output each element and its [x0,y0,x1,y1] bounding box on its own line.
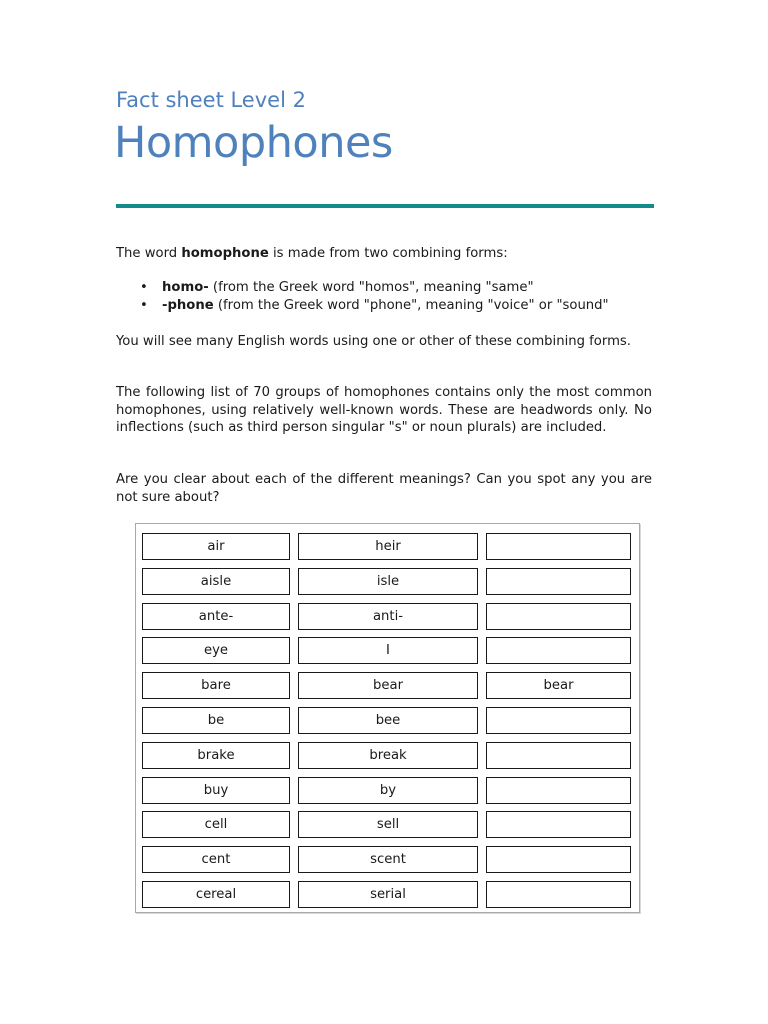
intro-suffix: is made from two combining forms: [268,246,508,261]
table-cell: buy [142,777,290,804]
table-cell [486,707,631,734]
table-cell: brake [142,742,290,769]
combining-forms-list [116,279,652,314]
table-cell: eye [142,637,290,664]
table-cell: heir [298,533,478,560]
paragraph-list-description: The following list of 70 groups of homophones contains only the most common homophones, using relatively well-known words. These are headwords only. No inflections (such as third person singular "s" or noun plurals) are included. [116,385,652,435]
table-cell: bear [486,672,631,699]
page-title: Homophones [114,118,393,168]
table-cell: ante- [142,603,290,630]
title-divider [116,204,654,208]
intro-keyword: homophone [181,246,269,261]
table-cell: cent [142,846,290,873]
table-cell: aisle [142,568,290,595]
table-cell: break [298,742,478,769]
table-cell: serial [298,881,478,908]
table-cell: cell [142,811,290,838]
list-item [116,297,652,315]
table-cell: air [142,533,290,560]
table-cell: scent [298,846,478,873]
table-cell [486,742,631,769]
intro-prefix: The word [116,246,182,261]
table-cell [486,846,631,873]
homophones-table [135,523,640,913]
table-cell: sell [298,811,478,838]
table-cell [486,881,631,908]
combining-form-term: homo- [162,280,209,295]
table-cell [486,811,631,838]
table-cell: bee [298,707,478,734]
combining-form-term: -phone [162,297,214,313]
table-cell: cereal [142,881,290,908]
table-cell: anti- [298,603,478,630]
table-cell: bare [142,672,290,699]
table-cell [486,603,631,630]
table-cell [486,777,631,804]
sheet-level-subtitle: Fact sheet Level 2 [116,88,306,112]
paragraph-question: Are you clear about each of the different meanings? Can you spot any you are not sure about? [116,472,652,505]
table-cell: isle [298,568,478,595]
combining-form-desc: (from the Greek word "phone", meaning "voice" or "sound" [213,297,609,313]
list-item [116,279,652,297]
combining-form-desc: (from the Greek word "homos", meaning "same" [208,280,534,295]
table-cell: I [298,637,478,664]
table-cell: bear [298,672,478,699]
table-cell [486,533,631,560]
table-cell: by [298,777,478,804]
table-cell [486,637,631,664]
table-cell [486,568,631,595]
intro-paragraph [116,245,652,263]
paragraph-combining-forms: You will see many English words using one or other of these combining forms. [116,334,631,349]
table-cell: be [142,707,290,734]
